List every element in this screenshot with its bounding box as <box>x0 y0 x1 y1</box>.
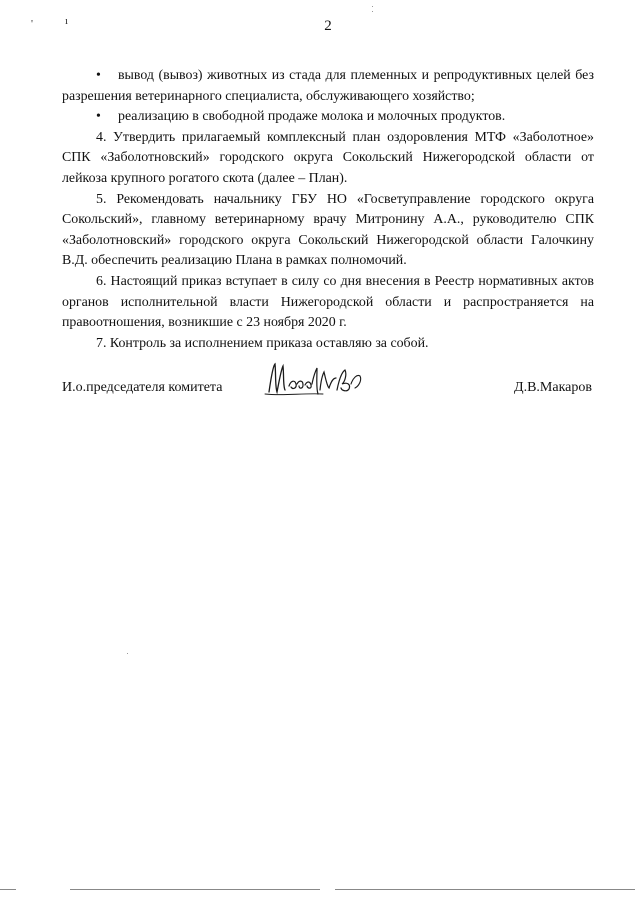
paragraph-6: 6. Настоящий приказ вступает в силу со дня внесения в Реестр нормативных актов органов исполнительной власти Нижегородской области и распространяется на правоотношения, возникшие с 23 ноября 2020 г. <box>62 273 594 331</box>
signatory-title: И.о.председателя комитета <box>62 380 223 395</box>
scan-tick-mark: ı <box>65 15 69 27</box>
paragraph-5: 5. Рекомендовать начальнику ГБУ НО «Госветуправление городского округа Сокольский», главному ветеринарному врачу Митронину А.А., руководителю СПК «Заболотновский» городского округа Сокольский Нижегородской области Галочкину В.Д. обеспечить реализацию Плана в рамках полномочий. <box>62 191 594 269</box>
paragraph-7: 7. Контроль за исполнением приказа оставляю за собой. <box>96 335 429 351</box>
bullet-text: вывод (вывоз) животных из стада для племенных и репродуктивных целей без разрешения ветеринарного специалиста, обслуживающего хозяйство; <box>62 68 594 104</box>
bullet-symbol: • <box>96 109 101 125</box>
document-body <box>62 66 594 354</box>
signatory-name: Д.В.Макаров <box>514 380 592 395</box>
bullet-item <box>62 107 594 128</box>
paragraph-4: 4. Утвердить прилагаемый комплексный план оздоровления МТФ «Заболотное» СПК «Заболотновский» городского округа Сокольский Нижегородской области от лейкоза крупного рогатого скота (далее – План). <box>62 129 594 186</box>
scan-dot-mark: ' <box>31 18 33 30</box>
scan-bottom-rule <box>70 889 320 890</box>
scan-speck <box>127 653 128 654</box>
page-number: 2 <box>324 18 332 34</box>
scan-speck <box>372 6 373 7</box>
scan-bottom-rule <box>0 889 16 890</box>
bullet-symbol: • <box>96 68 101 83</box>
handwritten-signature <box>263 360 373 404</box>
bullet-item <box>62 66 594 107</box>
scan-speck <box>372 11 373 12</box>
signature-block <box>62 368 592 408</box>
scan-bottom-rule <box>335 889 635 890</box>
bullet-text: реализацию в свободной продаже молока и молочных продуктов. <box>118 109 506 125</box>
